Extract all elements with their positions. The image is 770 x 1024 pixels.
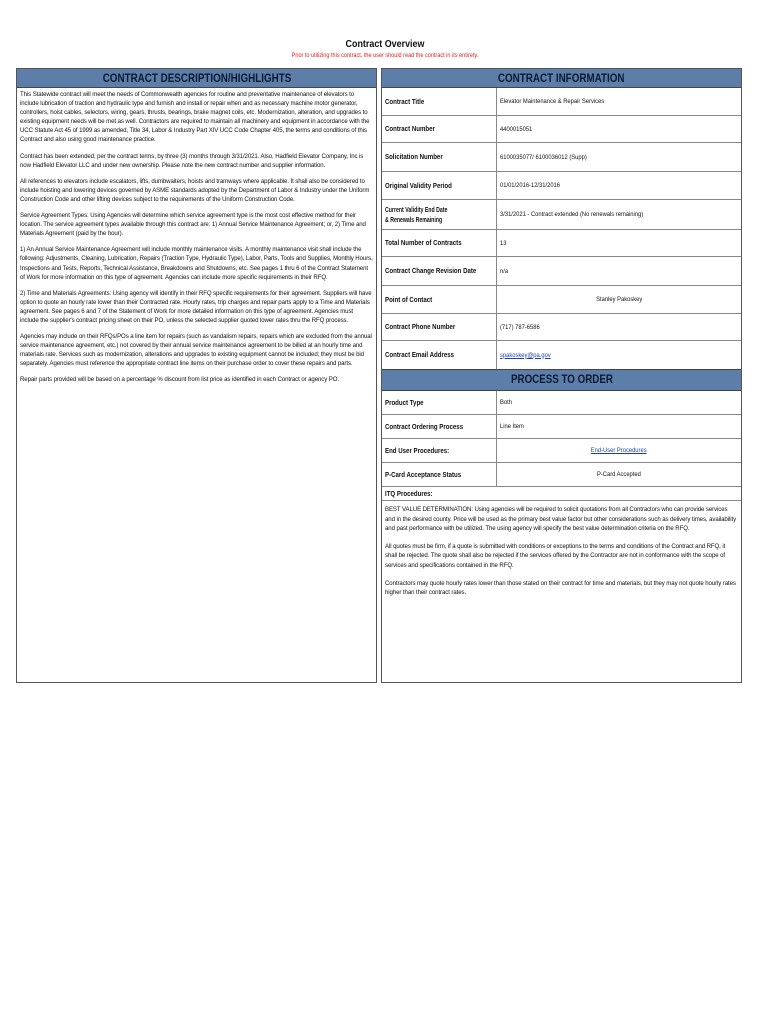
process-label — [382, 439, 497, 462]
contract-description-header-text: CONTRACT DESCRIPTION/HIGHLIGHTS — [102, 71, 291, 85]
info-value — [497, 341, 741, 369]
info-value — [497, 314, 741, 340]
process-to-order-header — [382, 369, 741, 391]
original-validity-label: Original Validity Period — [385, 180, 452, 190]
contract-information-header — [382, 69, 741, 88]
info-label — [382, 230, 497, 256]
contract-information-panel — [381, 68, 742, 683]
itq-paragraph: BEST VALUE DETERMINATION: Using agencies will be required to solicit quotations from all Contractors who can provide services and in the desired county. Price will be used as the primary best value factor but other considerations such as delivery times, availability and past performance with be utilized. The using agency will specify the best value determination criteria on the RFQ. — [385, 506, 737, 533]
contract-number-label: Contract Number — [385, 124, 435, 133]
page-title: Contract Overview — [345, 38, 425, 50]
itq-procedures-label-text: ITQ Procedures: — [385, 489, 433, 498]
contract-description-panel — [16, 68, 377, 683]
description-paragraph: All references to elevators include escalators, lifts, dumbwaiters, hoists and tramways where applicable. It shall also be considered to include hoisting and lowering devices governed by ASME standards adopted by the Department of Labor & Industry under the Uniform Construction Code and other lifting devices subject to the requirements of the Uniform Construction Code. — [20, 177, 370, 203]
pcard-status-value: P-Card Accepted — [597, 471, 641, 478]
phone-number-label: Contract Phone Number — [385, 322, 456, 331]
page-subtitle: Prior to utilizing this contract, the user should read the contract in its entirety. — [291, 52, 479, 59]
info-value — [497, 257, 741, 285]
description-paragraph: 2) Time and Materials Agreements: Using agency will identify in their RFQ specific requirements for their agreement. Suppliers will have option to quote an hourly rate lower than their Contracted rate. Hourly rates, trip charges and repair parts apply to a Time and Materials agreement. See pages 6 and 7 of the Statement of Work for more detailed information on this type of agreement. Agencies must include the supplier's contract pricing sheet on their PO, unless the selected supplier quoted lower rates thru the RFQ process. — [20, 289, 372, 324]
info-value — [497, 172, 741, 199]
info-value — [497, 286, 741, 313]
process-row-pcard-status — [382, 463, 741, 487]
revision-date-label: Contract Change Revision Date — [385, 266, 477, 275]
itq-paragraph: All quotes must be firm, if a quote is submitted with conditions or exceptions to the terms and conditions of the Contract and RFQ, it shall be rejected. The quote shall also be rejected if the services offered by the Contractor are not in conformance with the scope of services and specifications contained in the RFQ. — [385, 542, 726, 569]
itq-procedures-label — [382, 487, 741, 501]
info-row-original-validity — [382, 172, 741, 200]
info-row-contract-number — [382, 116, 741, 143]
end-user-procedures-link[interactable]: End-User Procedures — [591, 447, 647, 454]
info-row-current-validity — [382, 200, 741, 230]
description-paragraph: Service Agreement Types: Using Agencies will determine which service agreement type is the most cost effective method for their location. The service agreement types available through this contract are: 1) Annual Service Maintenance Agreement; or, 2) Time and Materials Agreement (paid by the hour). — [20, 212, 366, 238]
total-contracts-label: Total Number of Contracts — [385, 238, 462, 247]
process-value — [497, 415, 741, 438]
info-row-phone-number — [382, 314, 741, 341]
info-row-contract-title — [382, 88, 741, 116]
product-type-value: Both — [500, 399, 512, 406]
contract-number-value: 4400015051 — [500, 125, 533, 133]
info-row-email-address — [382, 341, 741, 369]
info-label — [382, 286, 497, 313]
product-type-label: Product Type — [385, 397, 424, 407]
process-label — [382, 391, 497, 414]
description-paragraph: Repair parts provided will be based on a percentage % discount from list price as identified in each Contract or agency PO. — [20, 376, 339, 384]
total-contracts-value: 13 — [500, 239, 507, 247]
info-value — [497, 200, 741, 229]
current-validity-label-line1: Current Validity End Date — [385, 204, 448, 214]
contract-description-header — [17, 69, 376, 88]
process-label — [382, 415, 497, 438]
process-value — [497, 439, 741, 462]
contract-description-body — [17, 88, 376, 394]
process-label — [382, 463, 497, 486]
current-validity-value: 3/31/2021 - Contract extended (No renewals remaining) — [500, 211, 644, 218]
info-value — [497, 88, 741, 115]
info-label — [382, 341, 497, 369]
info-row-total-contracts — [382, 230, 741, 257]
description-paragraph: 1) An Annual Service Maintenance Agreement will include monthly maintenance visits. A monthly maintenance visit shall include the following: Adjustments, Cleaning, Lubrication, Repairs (Traction Type, Hydraulic Type), Labor, Parts, Tools and Supplies, Monthly Hours, Inspections and Tests, Reports, Technical Assistance, Breakdowns and Shutdowns, etc. See pages 1 thru 6 of the Contract Statement of Work for more information on this type of agreement. Agencies can include more specific requirements in their RFQ. — [20, 246, 373, 281]
ordering-process-value: Line Item — [500, 423, 524, 430]
email-address-label: Contract Email Address — [385, 350, 455, 359]
point-of-contact-value: Stanley Pakoskey — [595, 296, 643, 303]
description-paragraph: Agencies may include on their RFQs/POs a line item for repairs (such as vandalism repairs, repairs which are excluded from the annual service maintenance agreement, etc.) not covered by their annual service maintenance agreement to be billed at an hourly time and materials rate. Services such as modernization, alterations and upgrades to existing equipment cannot be included; they must be bid separately. Agencies must reference the appropriate contract line items on their purchase order to cover these repairs and parts. — [20, 333, 372, 368]
info-label — [382, 172, 497, 199]
info-label — [382, 257, 497, 285]
process-row-end-user-procedures — [382, 439, 741, 463]
current-validity-label-line2: & Renewals Remaining — [385, 214, 443, 224]
info-label — [382, 314, 497, 340]
solicitation-number-value: 6100035077/ 6100036012 (Supp) — [500, 153, 587, 161]
itq-procedures-body — [382, 501, 741, 610]
info-row-solicitation-number — [382, 143, 741, 172]
point-of-contact-label: Point of Contact — [385, 294, 433, 304]
info-row-point-of-contact — [382, 286, 741, 314]
info-value — [497, 116, 741, 142]
process-value — [497, 391, 741, 414]
phone-number-value: (717) 787-6586 — [500, 323, 540, 331]
process-row-ordering-process — [382, 415, 741, 439]
pcard-status-label: P-Card Acceptance Status — [385, 469, 462, 479]
contract-title-value: Elevator Maintenance & Repair Services — [500, 98, 605, 105]
contract-title-label: Contract Title — [385, 96, 425, 106]
info-value — [497, 230, 741, 256]
itq-paragraph: Contractors may quote hourly rates lower than those stated on their contract for time and materials, but they may not quote hourly rates higher than their contract rates. — [385, 579, 736, 597]
ordering-process-label: Contract Ordering Process — [385, 421, 464, 431]
info-value — [497, 143, 741, 171]
email-address-link[interactable]: spakoskey@pa.gov — [500, 351, 551, 359]
process-row-product-type — [382, 391, 741, 415]
info-row-revision-date — [382, 257, 741, 286]
original-validity-value: 01/01/2016-12/31/2016 — [500, 182, 561, 189]
contract-information-header-text: CONTRACT INFORMATION — [498, 71, 625, 85]
current-validity-label — [385, 205, 458, 225]
description-paragraph: Contract has been extended, per the contract terms, by three (3) months through 3/31/2021. Also, Hadfield Elevator Company, Inc is now Hadfield Elevator LLC and under new ownership. Please note the new contract number and supplier information. — [20, 152, 364, 169]
revision-date-value: n/a — [500, 267, 509, 275]
info-label — [382, 116, 497, 142]
info-label — [382, 200, 497, 229]
info-label — [382, 143, 497, 171]
process-to-order-header-text: PROCESS TO ORDER — [510, 374, 613, 386]
end-user-procedures-label: End User Procedures: — [385, 445, 450, 455]
description-paragraph: This Statewide contract will meet the needs of Commonwealth agencies for routine and preventative maintenance of elevators to include lubrication of traction and hydraulic type and furnish and install or repair when and as necessary machine motor generator, controllers, hoist cables, selectors, wiring, gears, thrusts, bearings, brake magnet coils, etc. Modernization, alteration, and upgrades to existing equipment needs will be met as well. Contractors are required to maintain all machinery and equipment in accordance with the UCC Statute Act 45 of 1999 as amended, Title 34, Labor & Industry Part XIV UCC Code Chapter 405, the terms and conditions of this Contract and also using good maintenance practice. — [20, 91, 370, 144]
solicitation-number-label: Solicitation Number — [385, 152, 443, 161]
info-label — [382, 88, 497, 115]
process-value — [497, 463, 741, 486]
